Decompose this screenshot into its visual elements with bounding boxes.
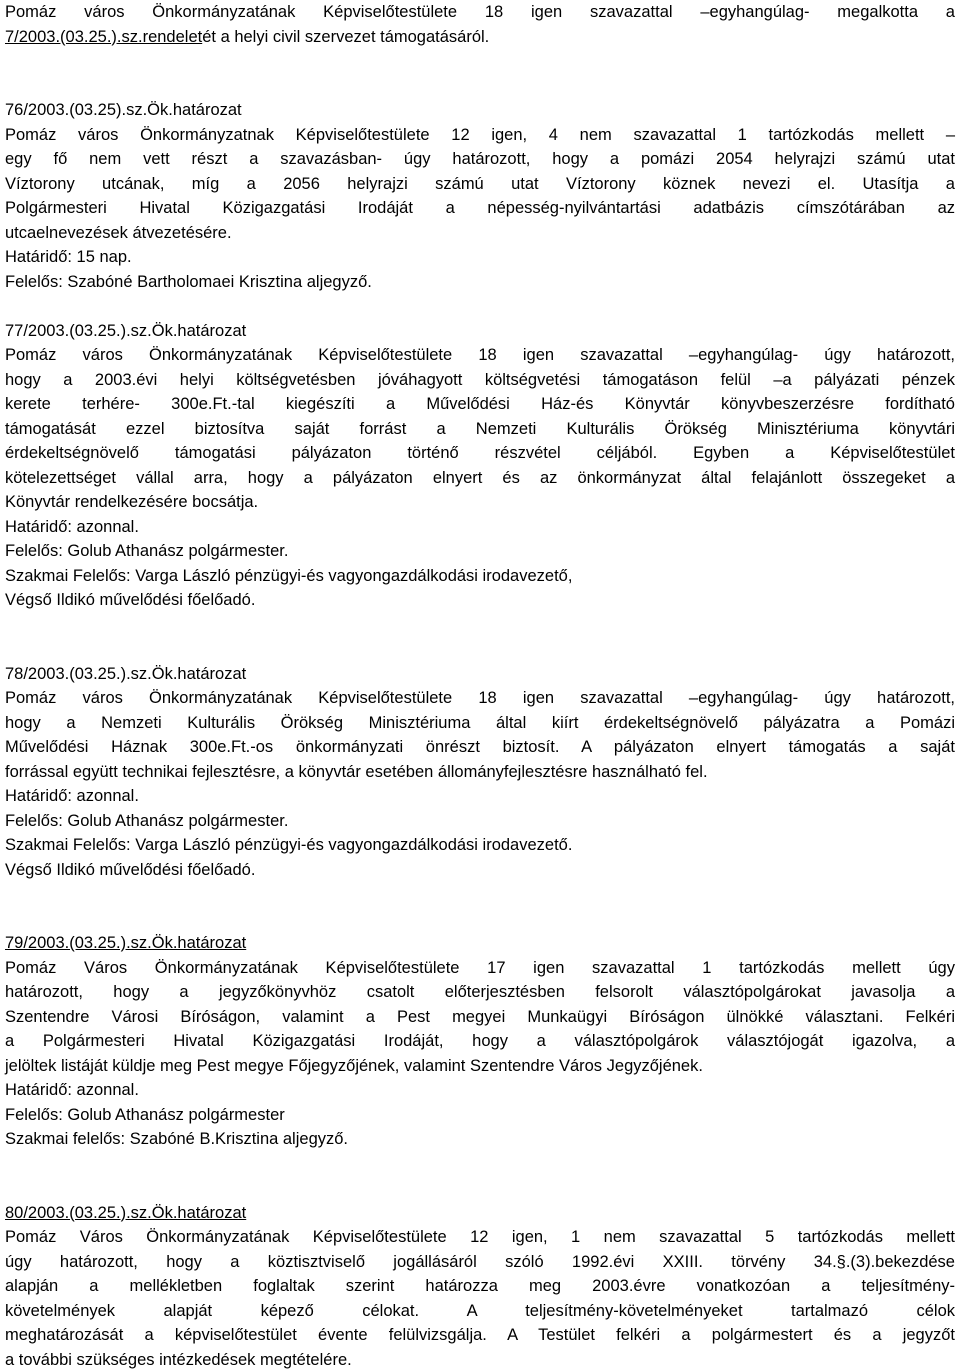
body-line: kötelezettséget vállal arra, hogy a pályázaton elnyert és az önkormányzat által felajánlott összegeket a <box>5 466 955 491</box>
additional-responsible: Végső Ildikó művelődési főelőadó. <box>5 588 955 613</box>
body-line: Pomáz város Önkormányzatnak Képviselőtestülete 12 igen, 4 nem szavazattal 1 tartózkodás mellett – <box>5 123 955 148</box>
body-line: Polgármesteri Hivatal Közigazgatási Irodáját a népesség-nyilvántartási adatbázis címszótárában az <box>5 196 955 221</box>
body-line: hogy a 2003.évi helyi költségvetésben jóváhagyott költségvetési támogatáson felül –a pályázati pénzek <box>5 368 955 393</box>
resolution-number: 77/2003.(03.25.).sz.Ök.határozat <box>5 319 955 344</box>
resolution-79 <box>5 931 955 1152</box>
body-line: Pomáz Város Önkormányzatának Képviselőtestülete 12 igen, 1 nem szavazattal 5 tartózkodás mellett <box>5 1225 955 1250</box>
body-line: jelöltek listáját küldje meg Pest megye Főjegyzőjének, valamint Szentendre Város Jegyzőjének. <box>5 1054 955 1079</box>
body-line: támogatását ezzel biztosítva saját forrást a Nemzeti Kulturális Örökség Minisztériuma könyvtári <box>5 417 955 442</box>
resolution-76 <box>5 98 955 294</box>
body-line: meghatározását a képviselőtestület évente felülvizsgálja. A Testület felkéri a polgármestert és a jegyzőt <box>5 1323 955 1348</box>
body-line: Könyvtár rendelkezésére bocsátja. <box>5 490 955 515</box>
resolution-number: 80/2003.(03.25.).sz.Ök.határozat <box>5 1201 955 1226</box>
body-line: Pomáz város Önkormányzatának Képviselőtestülete 18 igen szavazattal –egyhangúlag- úgy határozott, <box>5 343 955 368</box>
body-line: forrással együtt technikai fejlesztésre, a könyvtár esetében állományfejlesztésre használható fel. <box>5 760 955 785</box>
body-line: Víztorony utcának, míg a 2056 helyrajzi számú utat Víztorony köznek nevezi el. Utasítja a <box>5 172 955 197</box>
responsible: Felelős: Golub Athanász polgármester <box>5 1103 955 1128</box>
body-line: követelmények alapját képező célokat. A teljesítmény-követelményeket tartalmazó célok <box>5 1299 955 1324</box>
body-line: a további szükséges intézkedések megtételére. <box>5 1348 955 1372</box>
professional-responsible: Szakmai Felelős: Varga László pénzügyi-és vagyongazdálkodási irodavezető. <box>5 833 955 858</box>
body-line: úgy határozott, hogy a köztisztviselő jogállásáról szóló 1992.évi XXIII. törvény 34.§.(3).bekezdése <box>5 1250 955 1275</box>
decree-number: 7/2003.(03.25.).sz.rendelet <box>5 28 202 46</box>
resolution-number: 78/2003.(03.25.).sz.Ök.határozat <box>5 662 955 687</box>
body-line: Szentendre Városi Bíróságon, valamint a Pest megyei Munkaügyi Bíróságon ülnökké választani. Felkéri <box>5 1005 955 1030</box>
resolution-78 <box>5 662 955 883</box>
body-line: Pomáz Város Önkormányzatának Képviselőtestülete 17 igen szavazattal 1 tartózkodás mellett úgy <box>5 956 955 981</box>
resolution-number: 79/2003.(03.25.).sz.Ök.határozat <box>5 931 955 956</box>
additional-responsible: Végső Ildikó művelődési főelőadó. <box>5 858 955 883</box>
body-line: a Polgármesteri Hivatal Közigazgatási Irodáját, hogy a választópolgárok választójogát igazolva, a <box>5 1029 955 1054</box>
decree-title: ét a helyi civil szervezet támogatásáról. <box>202 28 489 46</box>
body-line: hogy a Nemzeti Kulturális Örökség Minisztériuma által kiírt érdekeltségnövelő pályázatra a Pomázi <box>5 711 955 736</box>
deadline: Határidő: azonnal. <box>5 784 955 809</box>
resolution-80 <box>5 1201 955 1372</box>
responsible: Felelős: Golub Athanász polgármester. <box>5 809 955 834</box>
body-line: kerete terhére- 300e.Ft.-tal kiegészíti a Művelődési Ház-és Könyvtár könyvbeszerzésre fordítható <box>5 392 955 417</box>
deadline: Határidő: 15 nap. <box>5 245 955 270</box>
body-line: Pomáz város Önkormányzatának Képviselőtestülete 18 igen szavazattal –egyhangúlag- úgy határozott, <box>5 686 955 711</box>
deadline: Határidő: azonnal. <box>5 1078 955 1103</box>
professional-responsible: Szakmai felelős: Szabóné B.Krisztina aljegyző. <box>5 1127 955 1152</box>
responsible: Felelős: Szabóné Bartholomaei Krisztina aljegyző. <box>5 270 955 295</box>
resolution-77 <box>5 319 955 613</box>
body-line: érdekeltségnövelő támogatási pályázaton történő részvétel céljából. Egyben a Képviselőtestület <box>5 441 955 466</box>
body-line: határozott, hogy a jegyzőkönyvhöz csatolt előterjesztésben felsorolt választópolgárokat javasolja a <box>5 980 955 1005</box>
body-line: utcaelnevezések átvezetésére. <box>5 221 955 246</box>
intro-block <box>5 0 955 49</box>
intro-line: Pomáz város Önkormányzatának Képviselőtestülete 18 igen szavazattal –egyhangúlag- megalkotta a <box>5 0 955 25</box>
professional-responsible: Szakmai Felelős: Varga László pénzügyi-és vagyongazdálkodási irodavezető, <box>5 564 955 589</box>
body-line: Művelődési Háznak 300e.Ft.-os önkormányzati önrészt biztosít. A pályázaton elnyert támogatás a saját <box>5 735 955 760</box>
resolution-number: 76/2003.(03.25).sz.Ök.határozat <box>5 98 955 123</box>
body-line: alapján a mellékletben foglaltak szerint határozza meg 2003.évre vonatkozóan a teljesítmény- <box>5 1274 955 1299</box>
intro-line <box>5 25 955 50</box>
deadline: Határidő: azonnal. <box>5 515 955 540</box>
responsible: Felelős: Golub Athanász polgármester. <box>5 539 955 564</box>
body-line: egy fő nem vett részt a szavazásban- úgy határozott, hogy a pomázi 2054 helyrajzi számú utat <box>5 147 955 172</box>
